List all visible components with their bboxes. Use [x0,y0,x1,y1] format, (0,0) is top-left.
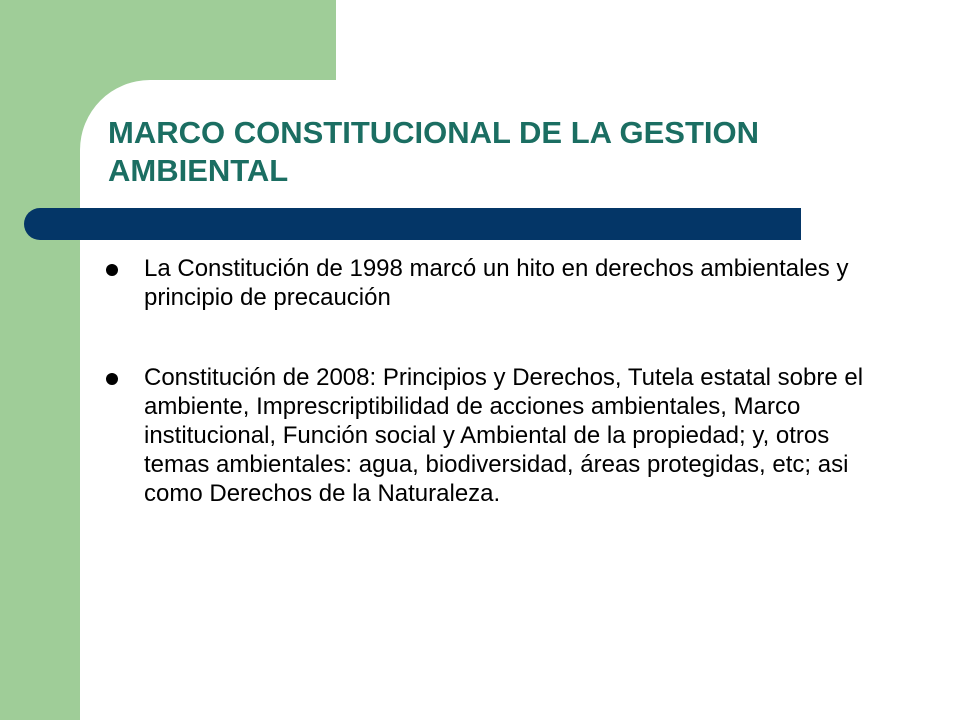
bullet-dot-icon [106,264,118,276]
title-divider-bar [24,208,801,240]
bullet-list [104,254,894,508]
bullet-dot-icon [106,373,118,385]
bullet-text: La Constitución de 1998 marcó un hito en derechos ambientales y principio de precaución [144,255,849,311]
bullet-item [104,363,894,508]
bullet-item [104,254,894,312]
bullet-text: Constitución de 2008: Principios y Derechos, Tutela estatal sobre el ambiente, Imprescriptibilidad de acciones ambientales, Marco institucional, Función social y Ambiental de la propiedad; y, otros temas ambientales: agua, biodiversidad, áreas protegidas, etc; asi como Derechos de la Naturaleza. [144,364,864,507]
slide-title: MARCO CONSTITUCIONAL DE LA GESTION AMBIENTAL [108,115,759,188]
